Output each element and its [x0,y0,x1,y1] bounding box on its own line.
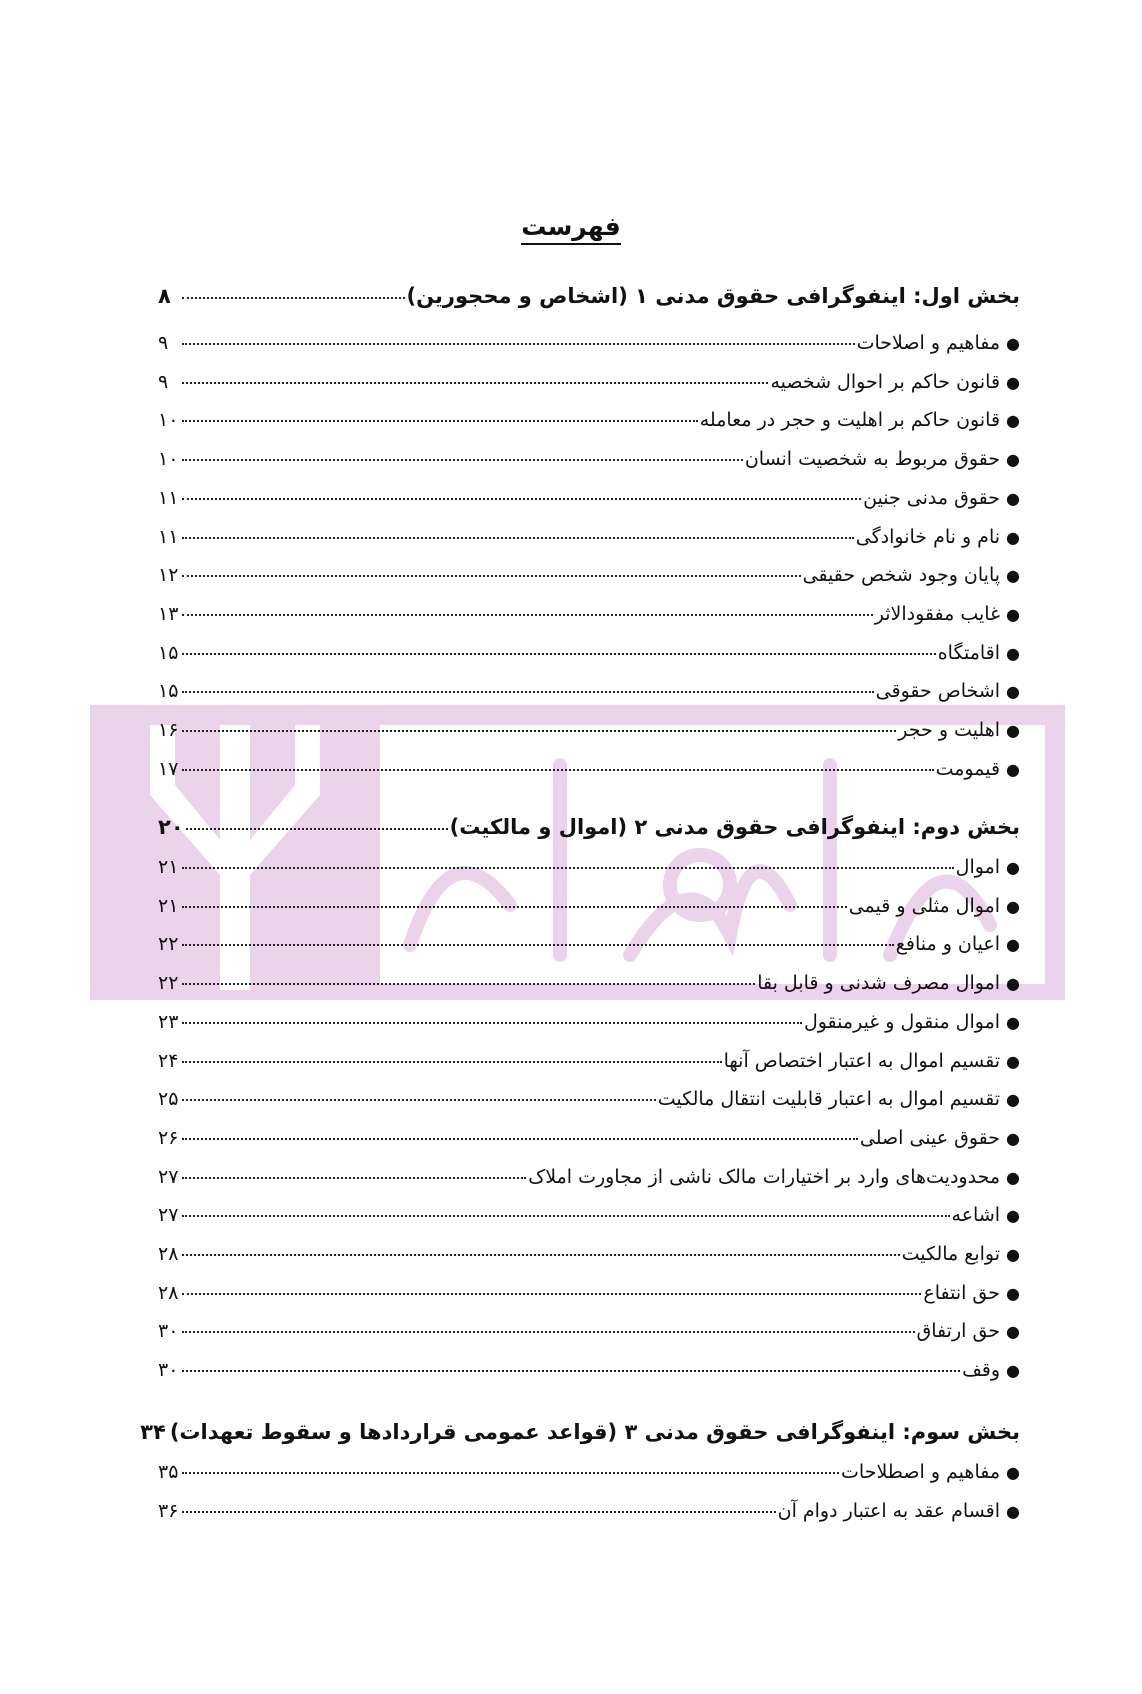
toc-entry-label: قانون حاکم بر احوال شخصیه [770,370,1001,393]
bullet-icon: ● [1006,1012,1020,1032]
page-number: ۲۲ [158,933,179,956]
toc-entry[interactable] [158,716,1020,745]
bullet-icon: ● [1006,372,1020,392]
toc-entry[interactable] [158,445,1020,474]
bullet-icon: ● [1006,682,1020,702]
bullet-icon: ● [1006,527,1020,547]
toc-entry-label: اموال مصرف شدنی و قابل بقا [757,972,1001,995]
bullet-icon: ● [1006,1128,1020,1148]
toc-entry[interactable] [158,677,1020,706]
toc-entry[interactable] [158,1458,1020,1487]
toc-entry[interactable] [158,329,1020,358]
dot-leader [182,1061,722,1063]
toc-entry-label: محدودیت‌های وارد بر اختیارات مالک ناشی از مجاورت املاک [528,1165,1001,1188]
toc-entry-label: مفاهیم و اصطلاحات [841,1461,1001,1483]
toc-entry-label: تقسیم اموال به اعتبار قابلیت انتقال مالکیت [657,1088,1001,1111]
bullet-icon: ● [1006,1051,1020,1071]
bullet-icon: ● [1006,1167,1020,1187]
page-number: ۱۰ [158,448,179,471]
page-number: ۲۶ [158,1126,179,1149]
dot-leader [182,1215,950,1217]
dot-leader [182,537,854,539]
toc-entry-label: اعیان و منافع [895,933,1001,956]
dot-leader [182,382,768,384]
page-number: ۱۵ [158,641,179,664]
toc-entry[interactable] [158,1124,1020,1153]
section-heading[interactable] [140,1418,1020,1446]
dot-leader [182,498,861,500]
toc-entry[interactable] [158,484,1020,513]
dot-leader [182,575,801,577]
toc-entry[interactable] [158,892,1020,921]
section-heading-label: بخش دوم: اینفوگرافی حقوق مدنی ۲ (اموال و مالکیت) [449,815,1020,839]
toc-entry[interactable] [158,1008,1020,1037]
dot-leader [182,653,936,655]
bullet-icon: ● [1006,1245,1020,1264]
page-number: ۲۷ [158,1204,179,1227]
page-number: ۲۴ [158,1049,179,1072]
toc-entry-label: اموال منقول و غیرمنقول [803,1010,1001,1033]
page-number: ۲۱ [158,856,179,878]
toc-entry-label: حقوق مدنی جنین [863,486,1001,509]
page-number: ۱۱ [158,486,179,509]
dot-leader [182,343,855,345]
dot-leader [186,828,448,830]
bullet-icon: ● [1006,721,1020,740]
page-number: ۲۸ [158,1243,179,1265]
toc-entry[interactable] [158,368,1020,397]
page-number: ۸ [158,284,171,308]
toc-entry[interactable] [158,1497,1020,1526]
toc-entry[interactable] [158,1085,1020,1114]
section-heading[interactable] [158,282,1020,310]
page-number: ۳۶ [158,1499,179,1522]
page-number: ۳۰ [158,1320,179,1343]
toc-entry-label: قانون حاکم بر اهلیت و حجر در معامله [699,409,1001,432]
toc-entry-label: مفاهیم و اصلاحات [856,332,1001,354]
toc-entry-label: حقوق عینی اصلی [859,1126,1001,1149]
dot-leader [182,1472,839,1474]
toc-entry-label: اهلیت و حجر [898,719,1001,741]
toc-entry-label: اموال مثلی و قیمی [848,894,1001,917]
bullet-icon: ● [1006,974,1020,994]
page-number: ۳۰ [158,1359,179,1382]
bullet-icon: ● [1006,1322,1020,1342]
bullet-icon: ● [1006,759,1020,779]
page-number: ۲۳ [158,1010,179,1033]
dot-leader [182,614,873,616]
page-number: ۲۲ [158,972,179,995]
page-number: ۱۱ [158,525,179,548]
bullet-icon: ● [1006,488,1020,508]
dot-leader [182,906,847,908]
toc-entry[interactable] [158,1356,1020,1385]
dot-leader [182,1511,776,1513]
dot-leader [182,944,894,946]
title-text: فهرست [521,212,620,245]
toc-entry-label: غایب مفقودالاثر [874,602,1001,625]
bullet-icon: ● [1006,1206,1020,1226]
page-number: ۳۴ [140,1420,166,1444]
toc-entry-label: قیمومت [935,757,1001,780]
dot-leader [182,983,755,985]
page-number: ۱۳ [158,602,179,625]
page-number: ۹ [158,370,169,393]
bullet-icon: ● [1006,643,1020,663]
toc-entry[interactable] [158,1279,1020,1308]
toc-entry[interactable] [158,600,1020,629]
toc-entry-label: تقسیم اموال به اعتبار اختصاص آنها [723,1049,1001,1072]
page-title [0,212,1142,241]
dot-leader [182,691,874,693]
toc-entry[interactable] [158,755,1020,784]
bullet-icon: ● [1006,1090,1020,1110]
toc-entry-label: اشخاص حقوقی [875,680,1001,703]
toc-entry[interactable] [158,1240,1020,1269]
toc-entry-label: حقوق مربوط به شخصیت انسان [744,448,1001,471]
dot-leader [182,769,934,771]
toc-entry-label: اقسام عقد به اعتبار دوام آن [777,1499,1001,1522]
toc-entry-label: نام و نام خانوادگی [855,525,1001,548]
bullet-icon: ● [1006,1283,1020,1303]
bullet-icon: ● [1006,604,1020,624]
dot-leader [182,1022,802,1024]
toc-entry[interactable] [158,1047,1020,1076]
bullet-icon: ● [1006,411,1020,431]
dot-leader [182,1138,858,1140]
toc-entry[interactable] [158,523,1020,552]
page-number: ۹ [158,332,169,354]
dot-leader [182,420,698,422]
toc-entry[interactable] [158,406,1020,435]
toc-entry-label: حق انتفاع [923,1281,1001,1304]
bullet-icon: ● [1006,1463,1020,1482]
bullet-icon: ● [1006,935,1020,955]
dot-leader [182,730,896,732]
section-heading-label: بخش اول: اینفوگرافی حقوق مدنی ۱ (اشخاص و محجورین) [406,284,1020,308]
page-number: ۲۵ [158,1088,179,1111]
page-number: ۱۲ [158,564,179,587]
dot-leader [182,459,743,461]
page-number: ۱۵ [158,680,179,703]
page-number: ۱۷ [158,757,179,780]
page-number: ۲۱ [158,894,179,917]
bullet-icon: ● [1006,896,1020,916]
page-number: ۲۰ [158,815,184,839]
dot-leader [182,297,405,299]
toc-entry-label: اقامتگاه [937,641,1001,664]
bullet-icon: ● [1006,450,1020,470]
toc-entry[interactable] [158,1163,1020,1192]
page-number: ۱۰ [158,409,179,432]
bullet-icon: ● [1006,334,1020,353]
toc-entry[interactable] [158,561,1020,590]
dot-leader [182,867,954,869]
toc-entry[interactable] [158,969,1020,998]
page-number: ۲۸ [158,1281,179,1304]
toc-entry[interactable] [158,930,1020,959]
bullet-icon: ● [1006,858,1020,877]
dot-leader [182,1331,915,1333]
bullet-icon: ● [1006,566,1020,586]
page-number: ۱۶ [158,719,179,741]
dot-leader [182,1254,900,1256]
toc-entry[interactable] [158,853,1020,882]
dot-leader [182,1293,921,1295]
section-heading[interactable] [158,813,1020,841]
dot-leader [182,1177,526,1179]
bullet-icon: ● [1006,1361,1020,1381]
toc-entry-label: حق ارتفاق [916,1320,1001,1343]
toc-entry-label: اشاعه [951,1204,1001,1227]
toc-entry[interactable] [158,1201,1020,1230]
toc-entry-label: اموال [955,856,1001,878]
page-number: ۲۷ [158,1165,179,1188]
toc-entry-label: توابع مالکیت [901,1243,1001,1265]
toc-entry-label: پایان وجود شخص حقیقی [802,564,1001,587]
page-number: ۳۵ [158,1461,179,1483]
toc-entry-label: وقف [962,1359,1001,1382]
section-heading-label: بخش سوم: اینفوگرافی حقوق مدنی ۳ (قواعد عمومی قراردادها و سقوط تعهدات) [169,1420,1020,1444]
dot-leader [182,1370,960,1372]
toc-entry[interactable] [158,639,1020,668]
toc-entry[interactable] [158,1317,1020,1346]
bullet-icon: ● [1006,1501,1020,1521]
dot-leader [182,1099,656,1101]
